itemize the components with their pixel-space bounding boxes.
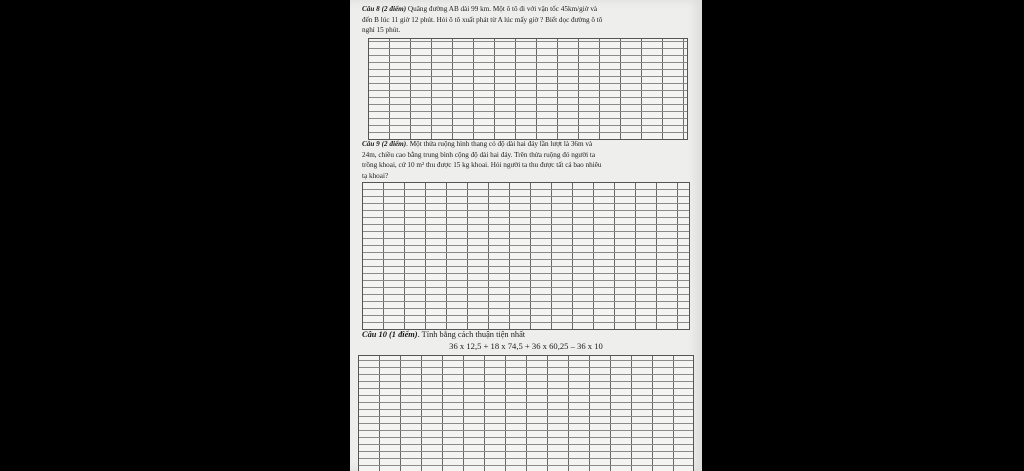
question-8-text: Quãng đường AB dài 99 km. Một ô tô đi với vận tốc 45km/giờ và đến B lúc 11 giờ 12 phút. Hỏi ô tô xuất phát từ A lúc mấy giờ ? Biết dọc đường ô tô nghỉ 15 phút. (362, 5, 603, 34)
question-9-label: Câu 9 (2 điểm) (362, 140, 407, 148)
question-9 (362, 139, 690, 181)
answer-grid-q9 (362, 182, 690, 330)
answer-grid-q10 (358, 355, 694, 471)
question-10-label: Câu 10 (1 điểm) (362, 330, 418, 339)
question-8-label: Câu 8 (2 điểm) (362, 5, 407, 13)
worksheet-page (350, 0, 702, 471)
answer-grid-q8 (368, 38, 688, 140)
question-8 (362, 4, 690, 36)
question-10-text: . Tính bằng cách thuận tiện nhất (417, 330, 526, 339)
question-9-text: . Một thửa ruộng hình thang có độ dài hai đáy lần lượt là 36m và 24m, chiều cao bằng trung bình cộng độ dài hai đáy. Trên thửa ruộng đó người ta trồng khoai, cứ 10 m² thu được 15 kg khoai. Hỏi người ta thu được tất cả bao nhiêu tạ khoai? (362, 140, 602, 180)
question-10 (362, 330, 690, 341)
question-10-expression: 36 x 12,5 + 18 x 74,5 + 36 x 60,25 – 36 x 10 (449, 341, 603, 351)
